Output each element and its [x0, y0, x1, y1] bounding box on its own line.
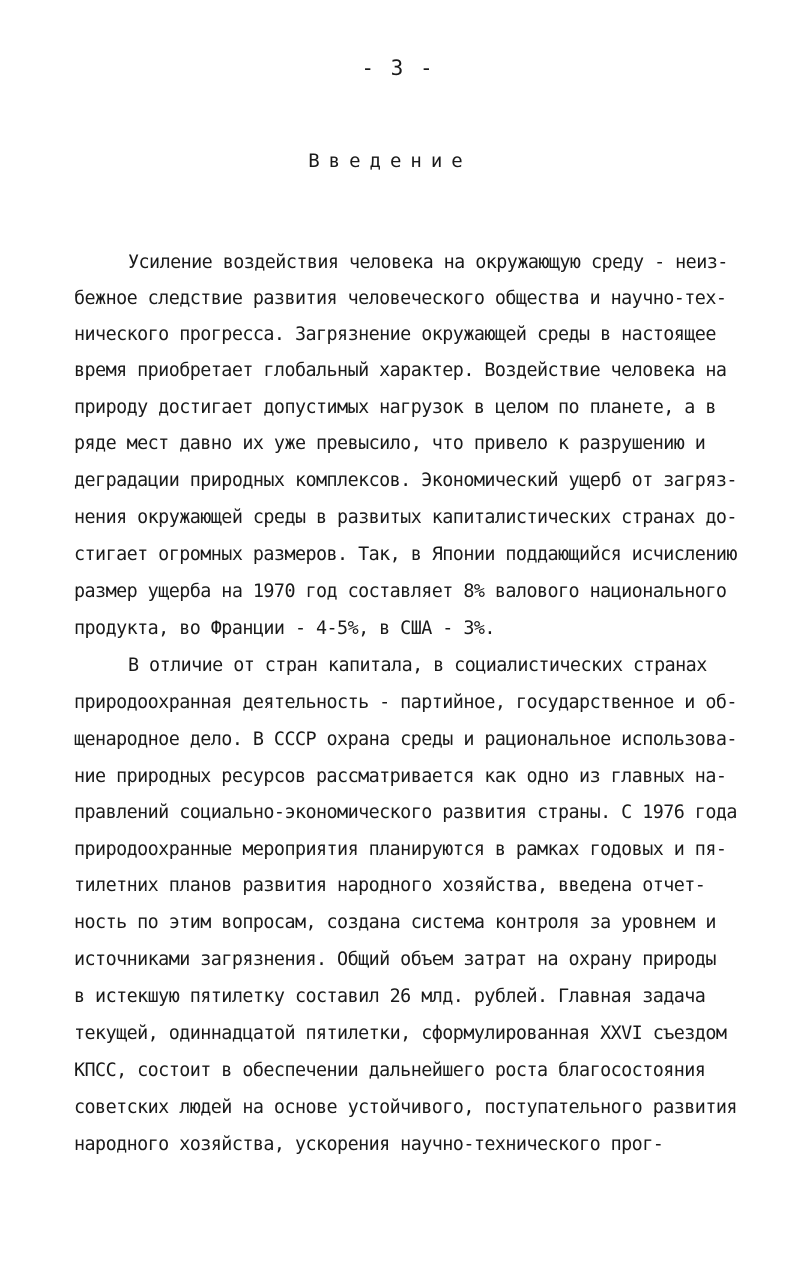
- text-line: деградации природных комплексов. Экономический ущерб от загряз-: [74, 470, 737, 491]
- text-line: ряде мест давно их уже превысило, что привело к разрушению и: [74, 433, 706, 454]
- text-line: время приобретает глобальный характер. Воздействие человека на: [74, 360, 727, 381]
- text-line: нения окружающей среды в развитых капиталистических странах до-: [74, 507, 737, 528]
- text-line: бежное следствие развития человеческого общества и научно-тех-: [74, 288, 727, 309]
- text-line: продукта, во Франции - 4-5%, в США - 3%.: [74, 618, 495, 639]
- text-line: в истекшую пятилетку составил 26 млд. рублей. Главная задача: [74, 986, 706, 1007]
- text-line: Усиление воздействия человека на окружающую среду - неиз-: [128, 252, 728, 273]
- section-heading: Введение: [308, 150, 472, 172]
- text-line: нического прогресса. Загрязнение окружающей среды в настоящее: [74, 324, 716, 345]
- text-line: природоохранные мероприятия планируются в рамках годовых и пя-: [74, 839, 727, 860]
- text-line: размер ущерба на 1970 год составляет 8% валового национального: [74, 581, 727, 602]
- page-number: - 3 -: [361, 56, 435, 80]
- text-line: народного хозяйства, ускорения научно-технического прог-: [74, 1134, 664, 1155]
- text-line: ность по этим вопросам, создана система контроля за уровнем и: [74, 912, 716, 933]
- text-line: источниками загрязнения. Общий объем затрат на охрану природы: [74, 949, 716, 970]
- text-line: природу достигает допустимых нагрузок в целом по планете, а в: [74, 397, 716, 418]
- text-line: советских людей на основе устойчивого, поступательного развития: [74, 1097, 737, 1118]
- text-line: ние природных ресурсов рассматривается как одно из главных на-: [74, 766, 727, 787]
- text-line: природоохранная деятельность - партийное, государственное и об-: [74, 692, 737, 713]
- text-line: текущей, одиннадцатой пятилетки, сформулированная XXVI съездом: [74, 1023, 727, 1044]
- text-line: стигает огромных размеров. Так, в Японии поддающийся исчислению: [74, 544, 737, 565]
- text-line: тилетних планов развития народного хозяйства, введена отчет-: [74, 875, 706, 896]
- text-line: правлений социально-экономического развития страны. С 1976 года: [74, 802, 737, 823]
- text-line: щенародное дело. В СССР охрана среды и рациональное использова-: [74, 729, 737, 750]
- text-line: В отличие от стран капитала, в социалистических странах: [128, 655, 707, 676]
- text-line: КПСС, состоит в обеспечении дальнейшего роста благосостояния: [74, 1060, 706, 1081]
